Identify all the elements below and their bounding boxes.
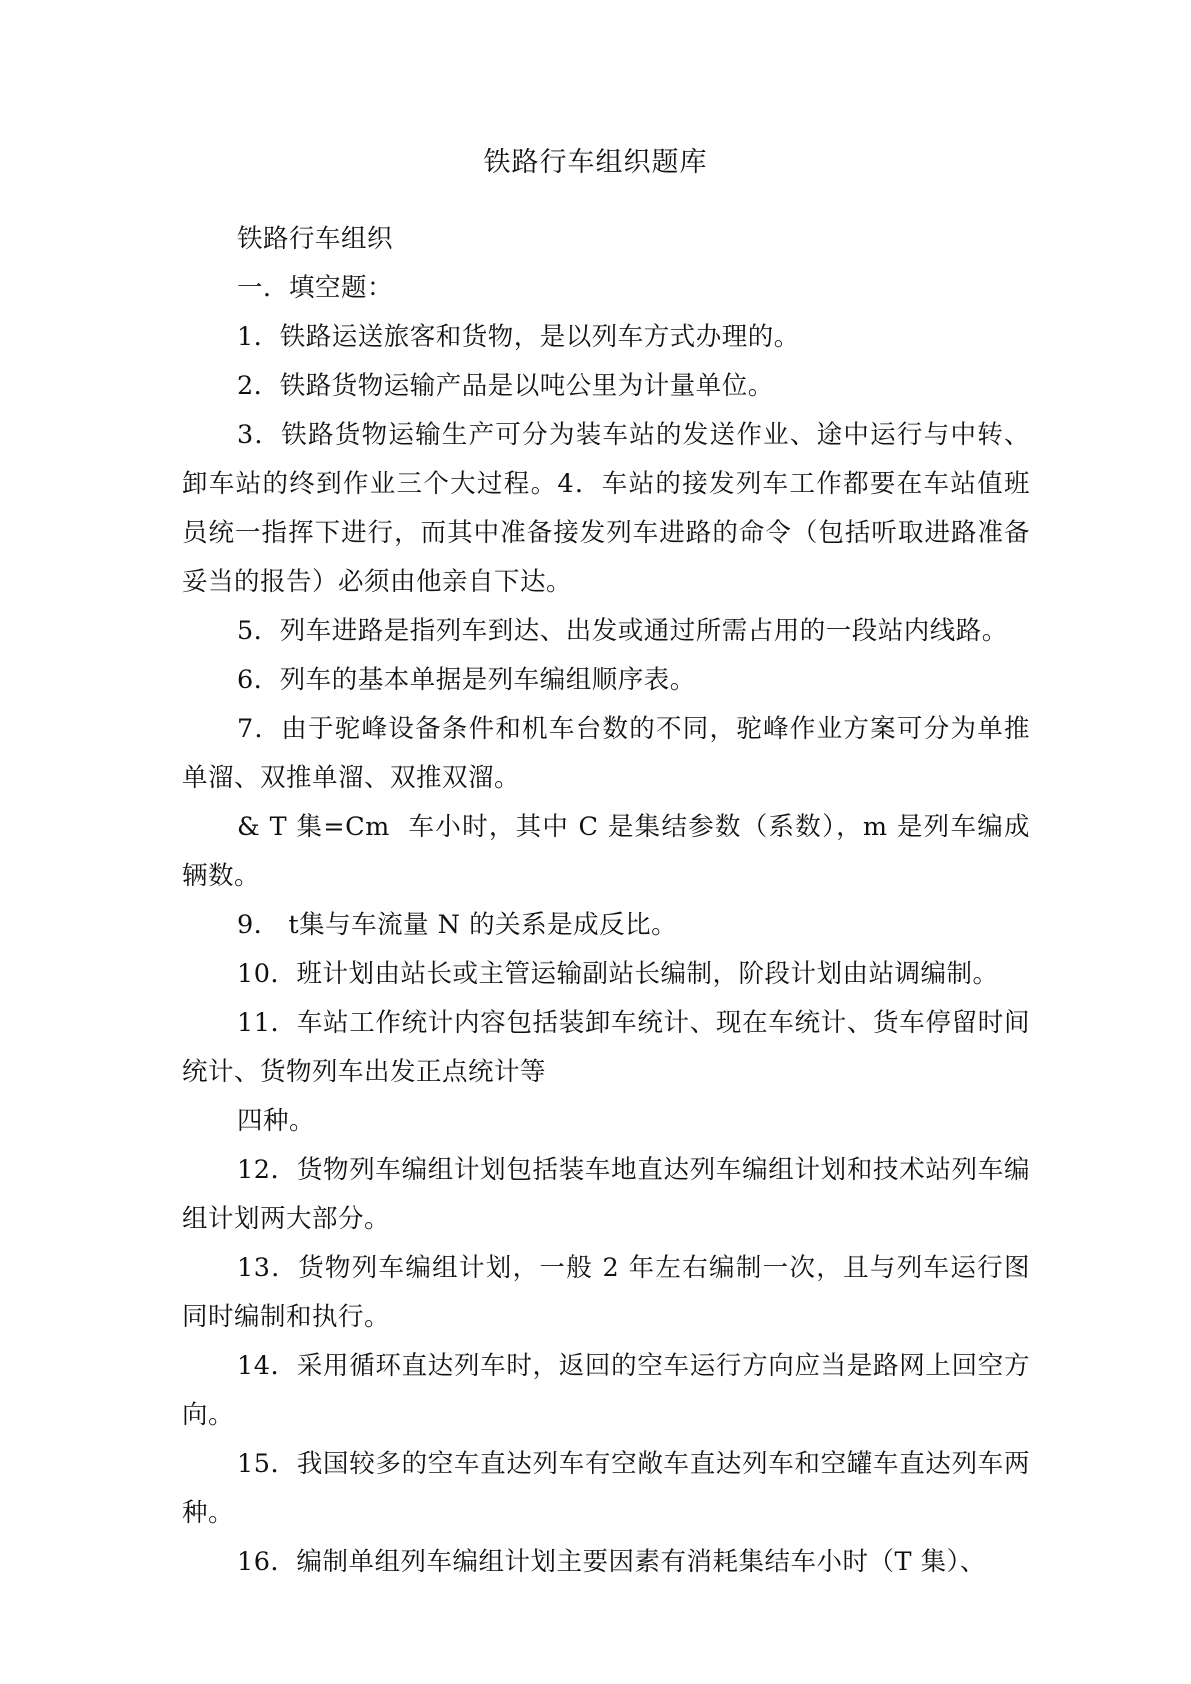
- document-body: [182, 215, 1030, 1587]
- question-item: 15．我国较多的空车直达列车有空敞车直达列车和空罐车直达列车两种。: [182, 1449, 1030, 1528]
- question-item: 14．采用循环直达列车时，返回的空车运行方向应当是路网上回空方向。: [182, 1351, 1030, 1430]
- question-item: 16．编制单组列车编组计划主要因素有消耗集结车小时（T 集）、: [237, 1547, 986, 1577]
- question-item: 3．铁路货物运输生产可分为装车站的发送作业、途中运行与中转、卸车站的终到作业三个大过程。4．车站的接发列车工作都要在车站值班员统一指挥下进行，而其中准备接发列车进路的命令（包括听取进路准备妥当的报告）必须由他亲自下达。: [182, 420, 1030, 597]
- document-title: 铁路行车组织题库: [483, 147, 708, 178]
- question-item: 2．铁路货物运输产品是以吨公里为计量单位。: [237, 371, 774, 401]
- question-item: 9． t集与车流量 N 的关系是成反比。: [237, 910, 678, 940]
- section-heading: 铁路行车组织: [237, 224, 394, 254]
- question-item: 12．货物列车编组计划包括装车地直达列车编组计划和技术站列车编组计划两大部分。: [182, 1155, 1030, 1234]
- question-continuation: 四种。: [237, 1106, 316, 1136]
- question-item: 13．货物列车编组计划，一般 2 年左右编制一次，且与列车运行图同时编制和执行。: [182, 1253, 1030, 1332]
- question-item: 7．由于驼峰设备条件和机车台数的不同，驼峰作业方案可分为单推单溜、双推单溜、双推双溜。: [182, 714, 1030, 793]
- question-item: & T 集=Cm 车小时，其中 C 是集结参数（系数），m 是列车编成辆数。: [182, 812, 1030, 891]
- question-item: 6．列车的基本单据是列车编组顺序表。: [237, 665, 696, 695]
- question-item: 11．车站工作统计内容包括装卸车统计、现在车统计、货车停留时间统计、货物列车出发正点统计等: [182, 1008, 1030, 1087]
- question-item: 1．铁路运送旅客和货物，是以列车方式办理的。: [237, 322, 800, 352]
- question-item: 10．班计划由站长或主管运输副站长编制，阶段计划由站调编制。: [237, 959, 999, 989]
- question-item: 5．列车进路是指列车到达、出发或通过所需占用的一段站内线路。: [237, 616, 1008, 646]
- subsection-heading: 一．填空题：: [237, 273, 394, 303]
